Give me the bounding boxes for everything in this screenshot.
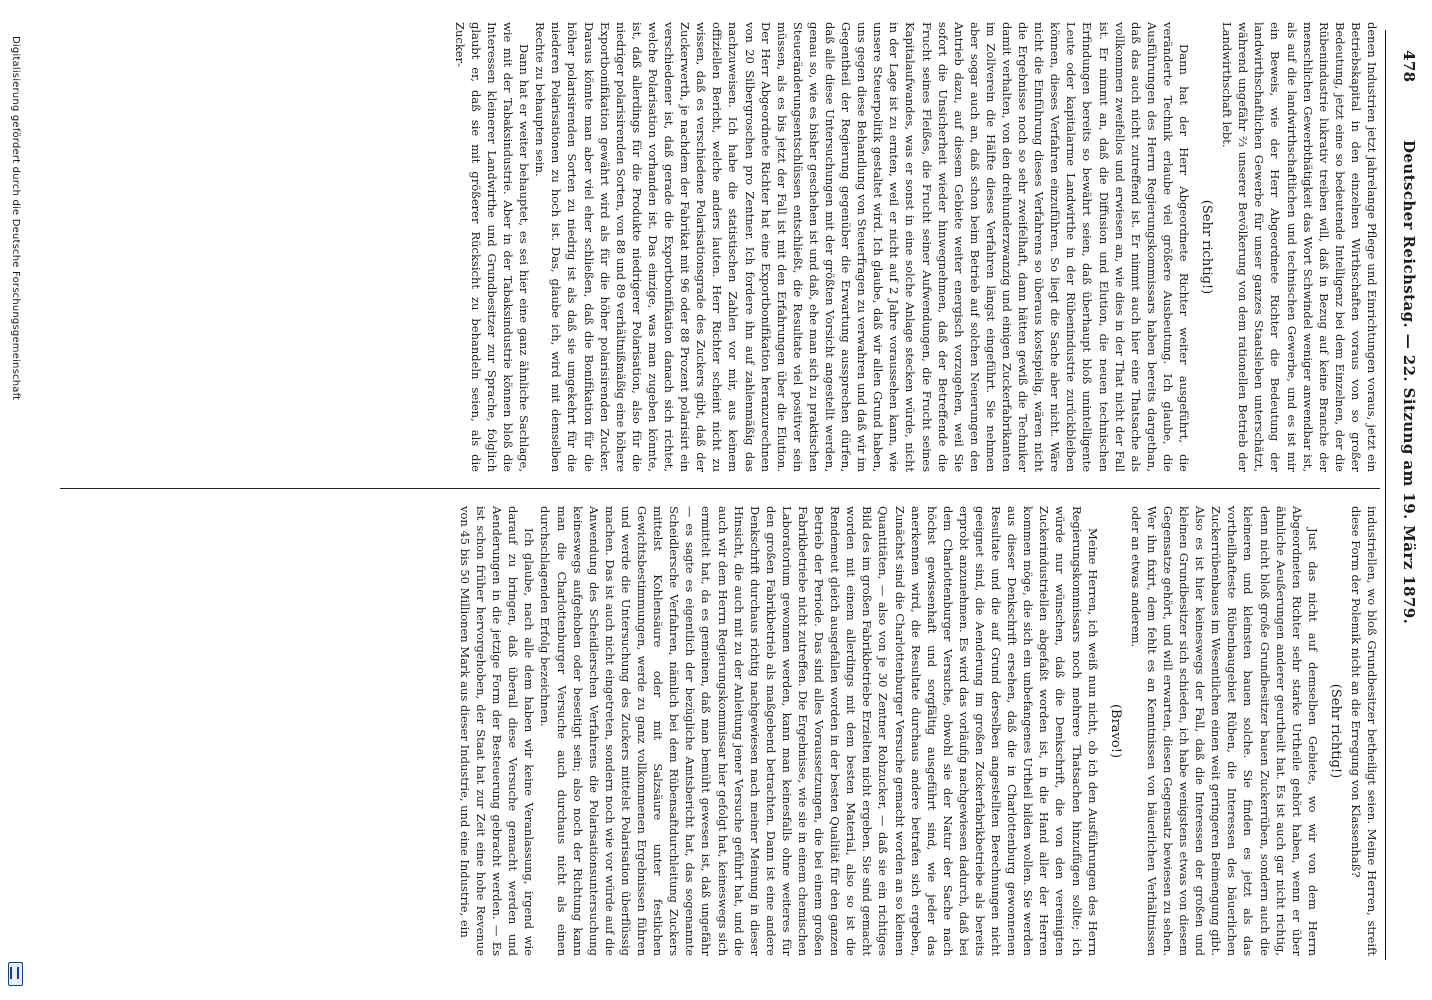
page-number: 478	[1400, 50, 1418, 83]
body-paragraph: Dann hat er weiter behauptet, es sei hier eine ganz ähnliche Sachlage, wie mit der Tabaksindustrie. Aber in der Tabaksindustrie können bloß die Interessen kleinerer Landwirthe und Grundbesitzer zur Sprache, folglich glaubt er, daß sie mit größerer Rücksicht zu behandeln seien, als die Zucker-	[452, 22, 532, 472]
body-paragraph: denen Industrien jetzt jahrelange Pflege und Einrichtungen voraus, jetzt ein Betriebskapital in den einzelnen Wirthschaften voraus von so großer Bedeutung, jetzt eine so bedeutende Intelligenz bei dem Einzelnen, der die Rübenindustrie lukrativ treiben will, daß in Bezug auf keine Branche der menschlichen Gewerbthätigkeit das Wort Schwindel weniger anwendbar ist, als auf die landwirthschaftlichen und technischen Gewerbe, und es ist mir ein Beweis, wie der Herr Abgeordnete Richter die Bedeutung der landwirthschaftlichen Gewerbe für unser ganzes Staatsleben unterschätzt, während ungefähr ⅔ unserer Bevölkerung von dem rationellen Betrieb der Landwirthschaft lebt.	[1220, 22, 1379, 472]
body-paragraph: Just das nicht auf demselben Gebiete, wo wir von dem Herrn Abgeordneten Richter sehr starke Urtheile gehört haben, wenn er über ähnliche Aeußerungen anderer geurtheilt hat. Es ist auch gar nicht richtig, denn nicht bloß große Grundbesitzer bauen Zuckerrüben, sondern auch die kleineren und kleinsten bauen solche. Sie finden es jetzt als das vortheilhafteste Rübenbaugebiet Rüben, die Interessen des bäuerlichen Zuckerrübenbaues im Wesentlichen einen weit geringeren Beimengung gibt. Also es ist hier keineswegs der Fall, daß die Interessen der großen und kleinen Grundbesitzer sich schieden, ich habe wenigstens etwas von diesem Gegensatze gehört, und will erwarten, diesen Gegensatz bewiesen zu sehen. Wer ihn fixirt, dem fehlt es an Kenntnissen von bäuerlichen Verhältnissen oder an etwas anderem.	[1128, 506, 1320, 956]
running-title: Deutscher Reichstag. — 22. Sitzung am 19. März 1879.	[1400, 140, 1418, 625]
interjection: (Sehr richtig!)	[1327, 683, 1343, 779]
left-column	[62, 22, 1380, 472]
running-head	[1386, 30, 1432, 960]
header-rule	[1385, 30, 1386, 960]
right-column	[62, 506, 1380, 956]
body-paragraph: Ich glaube, nach alle dem haben wir keine Veranlassung, irgend wie darauf zu bringen, daß überall diese Versuche gemacht werden und Aenderungen in die jetzige Form der Besteuerung gebracht werden. — Es ist schon früher hervorgehoben, der Staat hat zur Zeit eine hohe Revenue von 45 bis 50 Millionen Mark aus dieser Industrie, und eine Industrie, ein	[458, 506, 537, 956]
digitization-imprint	[10, 36, 21, 986]
body-paragraph: Dann hat der Herr Abgeordnete Richter weiter ausgeführt, die veränderte Technik erlaube viel größere Ausbeutung. Ich glaube, die Ausführungen des Herrn Regierungskommissars haben bereits dargethan, daß das auch nicht zutreffend ist. Er nimmt auch hier eine Thatsache als vollkommen zweifellos und erwiesen an, wie dies in der That nicht der Fall ist. Er nimmt an, daß die Diffusion und Elution, die neuen technischen Erfindungen bereits so bewährt seien, daß überhaupt bloß unintelligente Leute oder kapitalarme Landwirthe in der Rübenindustrie zurückbleiben können, dieses Verfahren einzuführen. So liegt die Sache aber nicht. Wäre nicht die Einführung dieses Verfahrens so überaus kostspielig, wären nicht die Ergebnisse noch so sehr zweifelhaft, dann hätten gewiß die Techniker damit verhalten, von den dreihunderzwanzig und einigen Zuckerfabrikanten im Zollverein die Hälfte dieses Verfahren längst eingeführt. Sie nehmen aber sogar auch an, daß schon beim Betrieb auf solchen Neuerungen den Antrieb dazu, auf diesem Gebiete weiter energisch vorzugehen, weil Sie sofort die Unsicherheit wieder hinwegnehmen, daß der Betreffende die Frucht seines Fleißes, die Frucht seiner Aufwendungen, die Frucht seines Kapitalaufwandes, was er sonst in eine solche Anlage stecken würde, nicht in der Lage ist zu ernten, weil er nicht auf 2 Jahre voraussehen kann, wie unsere Steuerpolitik gestaltet wird. Ich glaube, daß wir allen Grund haben, uns gegen diese Behandlung von Steuerfragen zu verwahren und daß wir im Gegentheil der Regierung gegenüber die Erwartung aussprechen dürfen, daß alle diese Untersuchungen mit der größten Vorsicht angestellt werden, genau so, wie es bisher geschehen ist und daß, ehe man sich zu praktischen Steueränderungsentschlüssen entschließt, die Resultate viel positiver sein müssen, als es bis jetzt der Fall ist mit den Erfahrungen über die Elution. Der Herr Abgeordnete Richter hat eine Exportbonifikation heranzurechnen von 20 Silbergroschen pro Zentner. Ich fordere ihn auf zahlenmäßig das nachzuweisen. Ich habe die statistischen Zahlen vor mir, aus keinem offiziellen Bericht, welche anders lauten. Herr Richter scheint nicht zu wissen, daß es verschiedene Polarisationsgrade des Zuckers gibt, daß der Zuckerwerth, je nachdem der Fabrikat mit 96 oder 88 Prozent polarisirt ein verschiedener ist, daß gerade die Exportbonifikation danach sich richtet, welche Polarisation vorhanden ist. Das einzige, was man zugeben könnte, ist, daß allerdings für die Produkte niedrigerer Polarisation, also für die niedriger polarisirenden Sorten, von 88 und 89 verhältnißmäßig eine höhere Exportbonifikation gewährt wird als für die höher polarisirenden Zucker. Daraus könnte man aber viel eher schließen, daß die Bonifikation für die höher polarisirenden Sorten zu niedrig ist als daß sie umgekehrt für die niederen Polarisationen zu hoch ist. Das, glaube ich, wird mit demselben Rechte zu behaupten sein.	[533, 22, 1192, 472]
body-paragraph: industriellen, wo bloß Grundbesitzer betheiligt seien. Meine Herren, streift diese Form der Polemik nicht an die Erregung von Klassenhaß?	[1348, 506, 1379, 956]
column-divider	[60, 488, 1380, 489]
dfg-logo-icon	[8, 962, 23, 986]
interjection: (Bravo!)	[1107, 703, 1123, 759]
body-paragraph: Meine Herren, ich weiß nun nicht, ob ich den Ausführungen des Herrn Regierungskommissars noch mehrere Thatsachen hinzufügen sollte; ich würde nur wünschen, daß die Denkschrift, die von den vereinigten Zuckerindustriellen abgefaßt worden ist, in die Hand aller der Herren kommen möge, die sich ein unbefangenes Urtheil bilden wollen. Sie werden aus dieser Denkschrift ersehen, daß die in Charlottenburg gewonnenen Resultate und die auf Grund derselben angestellten Berechnungen nicht geeignet sind, die Aenderung im großen Zuckerfabrikbetriebe als bereits erprobt anzunehmen. Es wird das vorläufig nachgewiesen dadurch, daß bei dem Charlottenburger Versuche, obwohl sie der Natur der Sache nach höchst gewissenhaft und sorgfältig ausgeführt sind, wie jeder das anerkennen wird, die Resultate durchaus andere betrafen sich ergeben, Zunächst sind die Charlottenburger Versuche gemacht worden an so kleinen Quantitäten, — also von je 30 Zentner Rohzucker, — daß sie ein richtiges Bild des im großen Fabrikbetriebe Erzielten nicht ergeben. Sie sind gemacht worden mit einem allerdings mit dem besten Material, also so ist die Rendemeut gleich ausgefallen worden in der besten Qualität für den ganzen Betrieb der Periode. Das sind alles Voraussetzungen, die bei einem großen Fabrikbetriebe nicht zutreffen. Die Ergebnisse, wie sie in einem chemischen Laboratorium gewonnen werden, kann man keinesfalls ohne weiteres für den großen Fabrikbetrieb als maßgebend betrachten. Dann ist eine andere Denkschrift durchaus richtig nachgewiesen nach meiner Meinung in dieser Hinsicht, die auch mit zu der Anleitung jener Versuche geführt hat, und die auch wir dem Herrn Regierungskommissar hier gefolgt hat, keineswegs sich ermittelt hat, da es gemeinen, daß man bemüht gewesen ist, daß ungefähr — es sagte es eigentlich der bezügliche Amtsbericht hat, das sogenannte Scheidlersche Verfahren, nämlich bei dem Rübensaftdurchleitung Zuckers mittelst Kohlensäure oder mit Salzsäure unter festlichen Gewichtsbestimmungen, werde zu ganz vollkommenen Ergebnissen führen und werde die Untersuchung des Zuckers mittelst Polarisation überflüssig machen. Das ist auch nicht eingetreten, sondern noch wie vor würde auf die Anwendung des Scheidlerschen Verfahrens die Polarisationsuntersuchung keineswegs aufgehoben oder beseitigt sein; also noch der Richtung kann man die Charlottenburger Versuche auch durchaus nicht als einen durchschlagenden Erfolg bezeichnen.	[538, 506, 1100, 956]
imprint-text: Digitalisierung gefördert durch die Deutsche Forschungsgemeinschaft	[10, 36, 21, 401]
interjection: (Sehr richtig!)	[1199, 199, 1215, 295]
